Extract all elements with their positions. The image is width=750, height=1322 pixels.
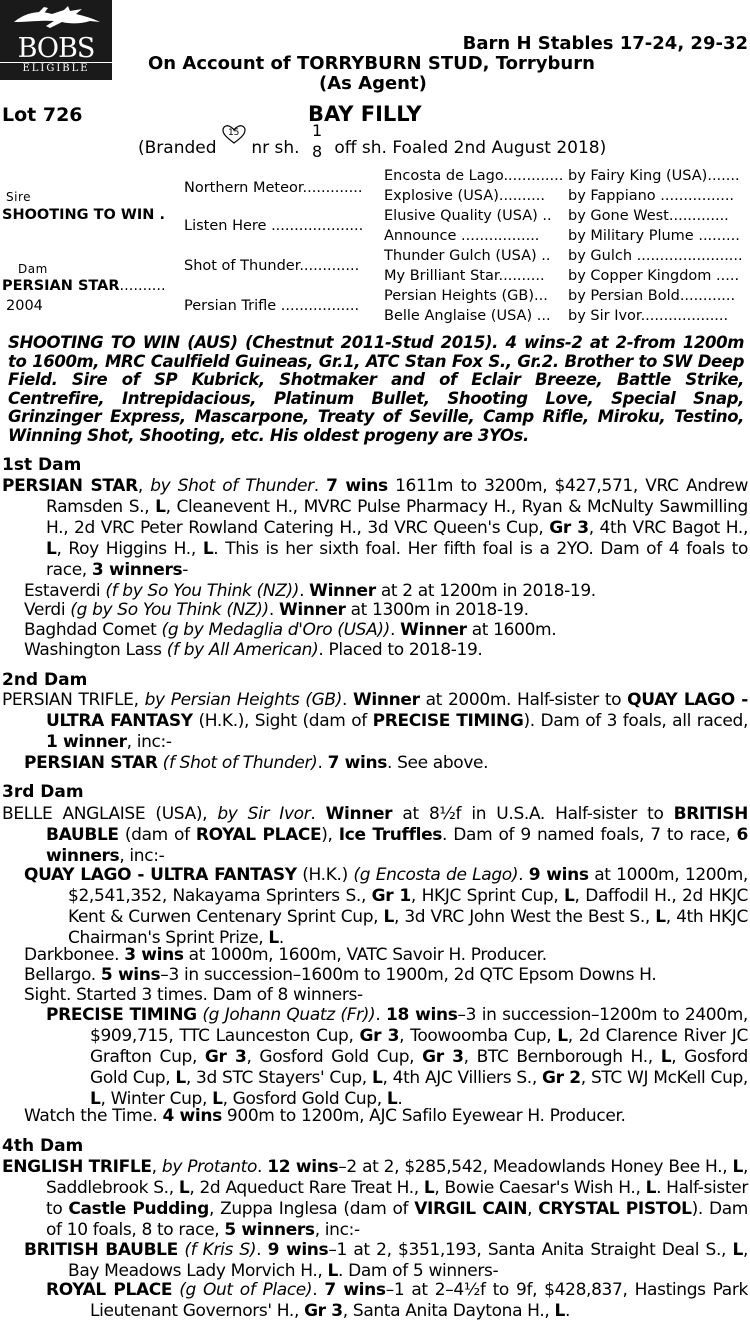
- progeny-line-1: Estaverdi (f by So You Think (NZ)). Winner at 2 at 1200m in 2018-19.: [24, 581, 596, 601]
- british-bauble-entry: BRITISH BAUBLE (f Kris S). 9 wins–1 at 2, $351,193, Santa Anita Straight Deal S., L, Bay Meadows Lady Morvich H., L. Dam of 5 winners-: [24, 1240, 748, 1281]
- bellargo-entry: Bellargo. 5 wins–3 in succession–1600m to 1900m, 2d QTC Epsom Downs H.: [24, 965, 657, 985]
- lot-number: Lot 726: [2, 104, 83, 126]
- royal-place-entry: ROYAL PLACE (g Out of Place). 7 wins–1 at 2–4½f to 9f, $428,837, Hastings Park Lieutenant Governors' H., Gr 3, Santa Anita Daytona H., L.: [46, 1280, 749, 1321]
- logo-name: BOBS: [17, 33, 95, 64]
- brand-mid: nr sh.: [251, 138, 300, 158]
- brand-fraction: [305, 121, 329, 161]
- progeny-line-2: Verdi (g by So You Think (NZ)). Winner at 1300m in 2018-19.: [24, 600, 529, 620]
- pedigree-g4-3: by Gone West.............: [568, 208, 729, 224]
- pedigree-g4-5: by Gulch .......................: [568, 248, 743, 264]
- bobs-eligible-logo: [0, 0, 112, 80]
- third-dam-heading: 3rd Dam: [2, 782, 84, 802]
- pedigree-g3-1: Encosta de Lago.............: [384, 168, 564, 184]
- brand-heart-mark: [222, 125, 246, 145]
- dam-year: 2004: [6, 298, 43, 314]
- quay-lago-entry: QUAY LAGO - ULTRA FANTASY (H.K.) (g Encosta de Lago). 9 wins at 1000m, 1200m, $2,541,352, Nakayama Sprinters S., Gr 1, HKJC Sprint Cup, L, Daffodil H., 2d HKJC Kent & Curwen Centenary Sprint Cup, L, 3d VRC John West the Best S., L, 4th HKJC Chairman's Sprint Prize, L.: [24, 865, 749, 948]
- pedigree-g2-3: Shot of Thunder.............: [184, 258, 360, 274]
- pedigree-g3-5: Thunder Gulch (USA) ..: [384, 248, 551, 264]
- account-line: On Account of TORRYBURN STUD, Torryburn: [148, 53, 595, 74]
- pedigree-g3-7: Persian Heights (GB)...: [384, 288, 548, 304]
- brand-line: [138, 121, 607, 161]
- fraction-numerator: 1: [311, 121, 323, 140]
- pedigree-g4-8: by Sir Ivor...................: [568, 308, 729, 324]
- pedigree-g3-6: My Brilliant Star..........: [384, 268, 545, 284]
- first-dam-heading: 1st Dam: [2, 455, 82, 475]
- pedigree-g4-7: by Persian Bold............: [568, 288, 736, 304]
- dam-name: PERSIAN STAR..........: [2, 278, 166, 294]
- pedigree-g3-2: Explosive (USA)..........: [384, 188, 545, 204]
- sire-name: SHOOTING TO WIN .: [2, 207, 165, 223]
- agent-line: (As Agent): [319, 73, 427, 94]
- fourth-dam-paragraph: ENGLISH TRIFLE, by Protanto. 12 wins–2 at 2, $285,542, Meadowlands Honey Bee H., L, Saddlebrook S., L, 2d Aqueduct Rare Treat H., L, Bowie Caesar's Wish H., L. Half-sister to Castle Pudding, Zuppa Inglesa (dam of VIRGIL CAIN, CRYSTAL PISTOL). Dam of 10 foals, 8 to race, 5 winners, inc:-: [2, 1157, 749, 1240]
- precise-timing-entry: PRECISE TIMING (g Johann Quatz (Fr)). 18 wins–3 in succession–1200m to 2400m, $909,715, TTC Launceston Cup, Gr 3, Toowoomba Cup, L, 2d Clarence River JC Grafton Cup, Gr 3, Gosford Gold Cup, Gr 3, BTC Bernborough H., L, Gosford Gold Cup, L, 3d STC Stayers' Cup, L, 4th AJC Villiers S., Gr 2, STC WJ McKell Cup, L, Winter Cup, L, Gosford Gold Cup, L.: [46, 1005, 748, 1109]
- pedigree-g4-4: by Military Plume .........: [568, 228, 740, 244]
- first-dam-paragraph: PERSIAN STAR, by Shot of Thunder. 7 wins 1611m to 3200m, $427,571, VRC Andrew Ramsden S., L, Cleanevent H., MVRC Pulse Pharmacy H., Ryan & McNulty Sawmilling H., 2d VRC Peter Rowland Catering H., 3d VRC Queen's Cup, Gr 3, 4th VRC Bagot H., L, Roy Higgins H., L. This is her sixth foal. Her fifth foal is a 2YO. Dam of 4 foals to race, 3 winners-: [2, 476, 749, 580]
- stables-line: Barn H Stables 17-24, 29-32: [462, 33, 748, 54]
- lot-title: BAY FILLY: [308, 102, 422, 126]
- third-dam-paragraph: BELLE ANGLAISE (USA), by Sir Ivor. Winner at 8½f in U.S.A. Half-sister to BRITISH BAUBLE (dam of ROYAL PLACE), Ice Truffles. Dam of 9 named foals, 7 to race, 6 winners, inc:-: [2, 804, 748, 866]
- logo-subtitle: ELIGIBLE: [0, 62, 112, 74]
- pedigree-g2-1: Northern Meteor.............: [184, 180, 363, 196]
- second-dam-paragraph: PERSIAN TRIFLE, by Persian Heights (GB). Winner at 2000m. Half-sister to QUAY LAGO - ULTRA FANTASY (H.K.), Sight (dam of PRECISE TIMING). Dam of 3 foals, all raced, 1 winner, inc:-: [2, 690, 749, 752]
- sire-summary-paragraph: SHOOTING TO WIN (AUS) (Chestnut 2011-Stud 2015). 4 wins-2 at 2-from 1200m to 1600m, MRC Caulfield Guineas, Gr.1, ATC Stan Fox S., Gr.2. Brother to SW Deep Field. Sire of SP Kubrick, Shotmaker and of Eclair Breeze, Battle Strike, Centrefire, Intrepidacious, Platinum Bullet, Shooting Love, Special Snap, Grinzinger Express, Mascarpone, Treaty of Seville, Camp Rifle, Miroku, Testino, Winning Shot, Shooting, etc. His oldest progeny are 3YOs.: [8, 333, 744, 445]
- racehorse-icon: [6, 4, 106, 34]
- second-dam-heading: 2nd Dam: [2, 670, 88, 690]
- pedigree-g2-4: Persian Trifle .................: [184, 298, 360, 314]
- pedigree-g3-4: Announce .................: [384, 228, 540, 244]
- brand-pre: (Branded: [138, 138, 217, 158]
- brand-mark-text: 15: [227, 128, 240, 138]
- pedigree-g4-6: by Copper Kingdom .....: [568, 268, 740, 284]
- darkbonee-entry: Darkbonee. 3 wins at 1000m, 1600m, VATC Savoir H. Producer.: [24, 945, 547, 965]
- second-dam-progeny: PERSIAN STAR (f Shot of Thunder). 7 wins. See above.: [24, 753, 489, 773]
- sire-label: Sire: [6, 190, 32, 204]
- dam-label: Dam: [18, 262, 48, 276]
- brand-post: off sh. Foaled 2nd August 2018): [334, 138, 607, 158]
- pedigree-g4-1: by Fairy King (USA).......: [568, 168, 740, 184]
- sight-entry: Sight. Started 3 times. Dam of 8 winners-: [24, 985, 363, 1005]
- watch-the-time-entry: Watch the Time. 4 wins 900m to 1200m, AJC Safilo Eyewear H. Producer.: [24, 1106, 626, 1126]
- pedigree-g4-2: by Fappiano ................: [568, 188, 735, 204]
- pedigree-g2-2: Listen Here ....................: [184, 218, 364, 234]
- pedigree-g3-3: Elusive Quality (USA) ..: [384, 208, 552, 224]
- fraction-denominator: 8: [311, 142, 323, 161]
- fourth-dam-heading: 4th Dam: [2, 1136, 84, 1156]
- pedigree-g3-8: Belle Anglaise (USA) ...: [384, 308, 551, 324]
- progeny-line-3: Baghdad Comet (g by Medaglia d'Oro (USA)). Winner at 1600m.: [24, 620, 557, 640]
- progeny-line-4: Washington Lass (f by All American). Placed to 2018-19.: [24, 640, 483, 660]
